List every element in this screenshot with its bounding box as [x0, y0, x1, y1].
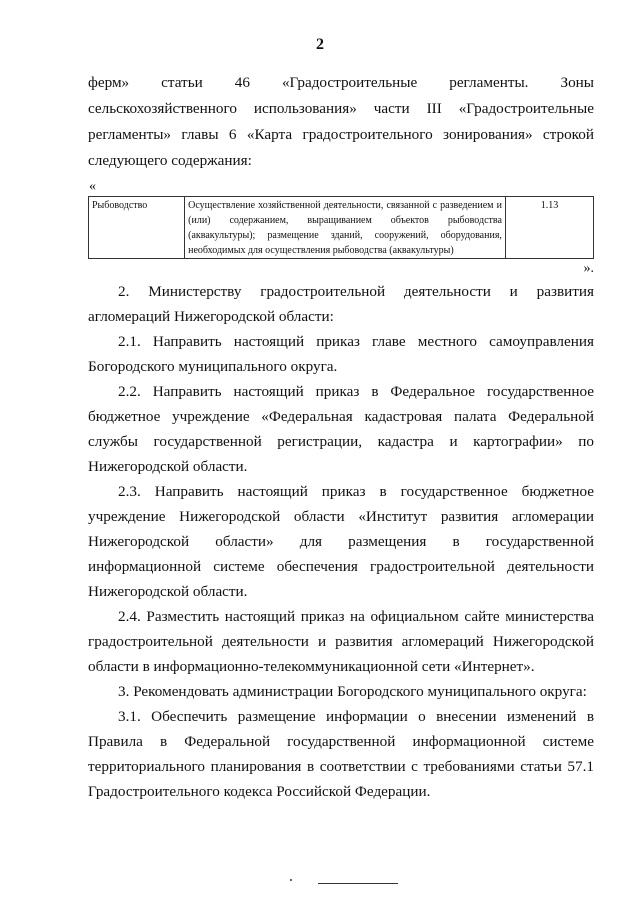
paragraph-2-4: 2.4. Разместить настоящий приказ на официальном сайте министерства градостроительной деятельности и развития агломераций Нижегородской области в информационно-телекоммуникационной сети «Интернет». [88, 608, 594, 675]
paragraph-2-1: 2.1. Направить настоящий приказ главе местного самоуправления Богородского муниципального округа. [88, 333, 594, 375]
footer-divider [318, 883, 398, 884]
use-description-cell: Осуществление хозяйственной деятельности, связанной с разведением и (или) содержанием, выращиванием объектов рыбоводства (аквакультуры); размещение зданий, сооружений, оборудования, необходимых для осуществления рыбоводства (аквакультуры) [185, 197, 506, 259]
land-use-table [88, 196, 594, 259]
paragraph-2-2: 2.2. Направить настоящий приказ в Федеральное государственное бюджетное учреждение «Федеральная кадастровая палата Федеральной службы государственной регистрации, кадастра и картографии» по Нижегородской области. [88, 383, 594, 475]
opening-quote: « [89, 179, 96, 194]
scan-mark [290, 879, 292, 881]
use-name-cell: Рыбоводство [89, 197, 185, 259]
paragraph-2: 2. Министерству градостроительной деятельности и развития агломераций Нижегородской области: [88, 283, 594, 325]
use-code-cell: 1.13 [505, 197, 593, 259]
paragraph-2-3: 2.3. Направить настоящий приказ в государственное бюджетное учреждение Нижегородской области «Институт развития агломерации Нижегородской области» для размещения в государственной информационной системе обеспечения градостроительной деятельности Нижегородской области. [88, 483, 594, 600]
table-row [89, 197, 594, 259]
paragraph-3: 3. Рекомендовать администрации Богородского муниципального округа: [118, 683, 587, 700]
paragraph-3-1: 3.1. Обеспечить размещение информации о внесении изменений в Правила в Федеральной государственной информационной системе территориального планирования в соответствии с требованиями статьи 57.1 Градостроительного кодекса Российской Федерации. [88, 708, 594, 800]
intro-paragraph: ферм» статьи 46 «Градостроительные регламенты. Зоны сельскохозяйственного использования» части III «Градостроительные регламенты» главы 6 «Карта градостроительного зонирования» строкой следующего содержания: [88, 74, 594, 169]
document-body [88, 70, 594, 804]
closing-quote: ». [583, 261, 594, 276]
page-number: 2 [316, 36, 324, 53]
